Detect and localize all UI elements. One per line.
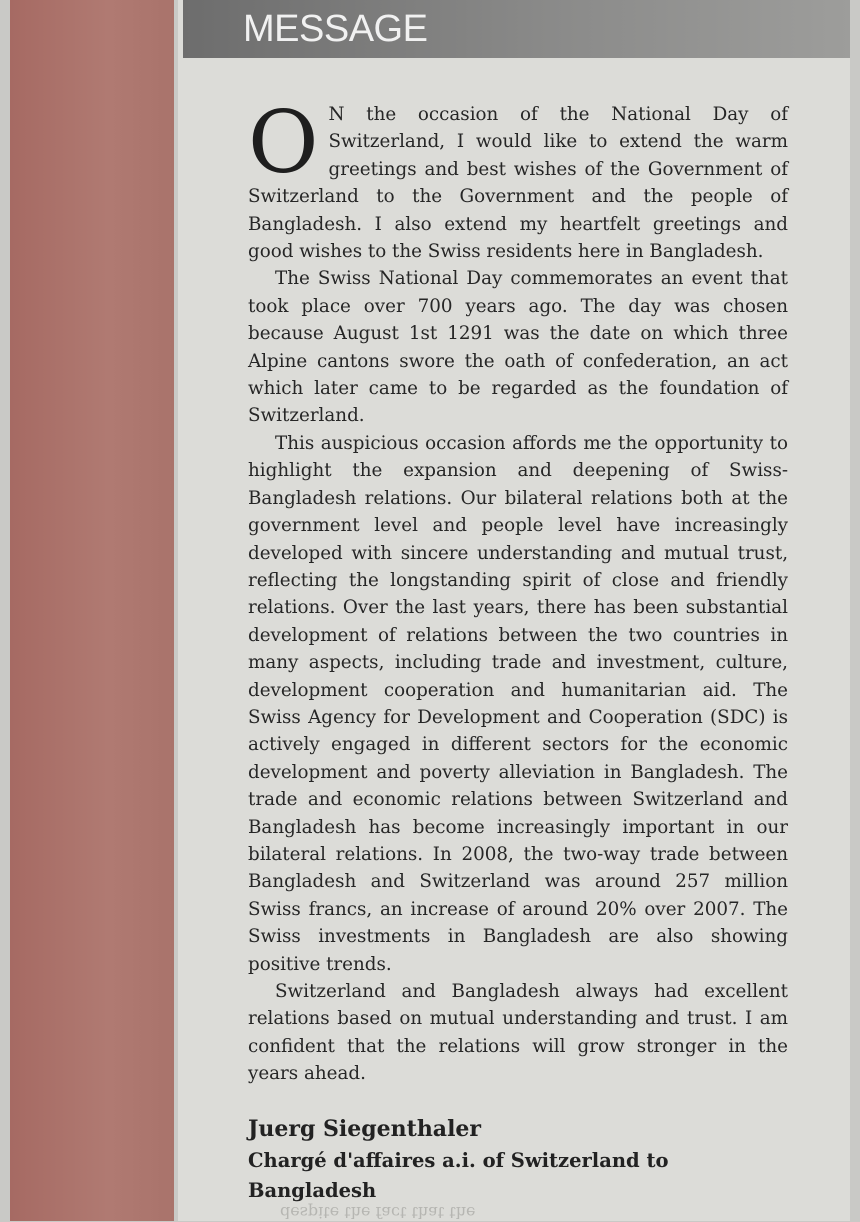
paragraph-1 xyxy=(248,93,788,265)
drop-cap: O xyxy=(248,93,319,193)
signature-block xyxy=(248,1114,788,1206)
signatory-name: Juerg Siegenthaler xyxy=(248,1115,482,1142)
section-header xyxy=(183,0,850,58)
paragraph-1-text: N the occasion of the National Day of Switzerland, I would like to extend the warm greetings and best wishes of the Government of Switzerland to the Government and the people of Bangladesh. I also extend my heartfelt greetings and good wishes to the Swiss residents here in Bangladesh. xyxy=(248,104,788,263)
section-title: MESSAGE xyxy=(243,8,428,50)
bleed-through-text: despite the fact that the xyxy=(280,1203,476,1222)
paragraph-4: Switzerland and Bangladesh always had excellent relations based on mutual understanding and trust. I am confident that the relations will grow stronger in the years ahead. xyxy=(248,981,788,1085)
signatory-title: Chargé d'affaires a.i. of Switzerland to Bangladesh xyxy=(248,1148,669,1202)
message-article xyxy=(248,93,788,1206)
left-color-bar xyxy=(10,0,174,1221)
paragraph-3: This auspicious occasion affords me the opportunity to highlight the expansion and deepening of Swiss-Bangladesh relations. Our bilateral relations both at the government level and people level have increasingly developed with sincere understanding and mutual trust, reflecting the longstanding spirit of close and friendly relations. Over the last years, there has been substantial development of relations between the two countries in many aspects, including trade and investment, culture, development cooperation and humanitarian aid. The Swiss Agency for Development and Cooperation (SDC) is actively engaged in different sectors for the economic development and poverty alleviation in Bangladesh. The trade and economic relations between Switzerland and Bangladesh has become increasingly important in our bilateral relations. In 2008, the two-way trade between Bangladesh and Switzerland was around 257 million Swiss francs, an increase of around 20% over 2007. The Swiss investments in Bangladesh are also showing positive trends. xyxy=(248,432,788,975)
paragraph-2: The Swiss National Day commemorates an event that took place over 700 years ago. The day was chosen because August 1st 1291 was the date on which three Alpine cantons swore the oath of confederation, an act which later came to be regarded as the foundation of Switzerland. xyxy=(248,268,788,427)
